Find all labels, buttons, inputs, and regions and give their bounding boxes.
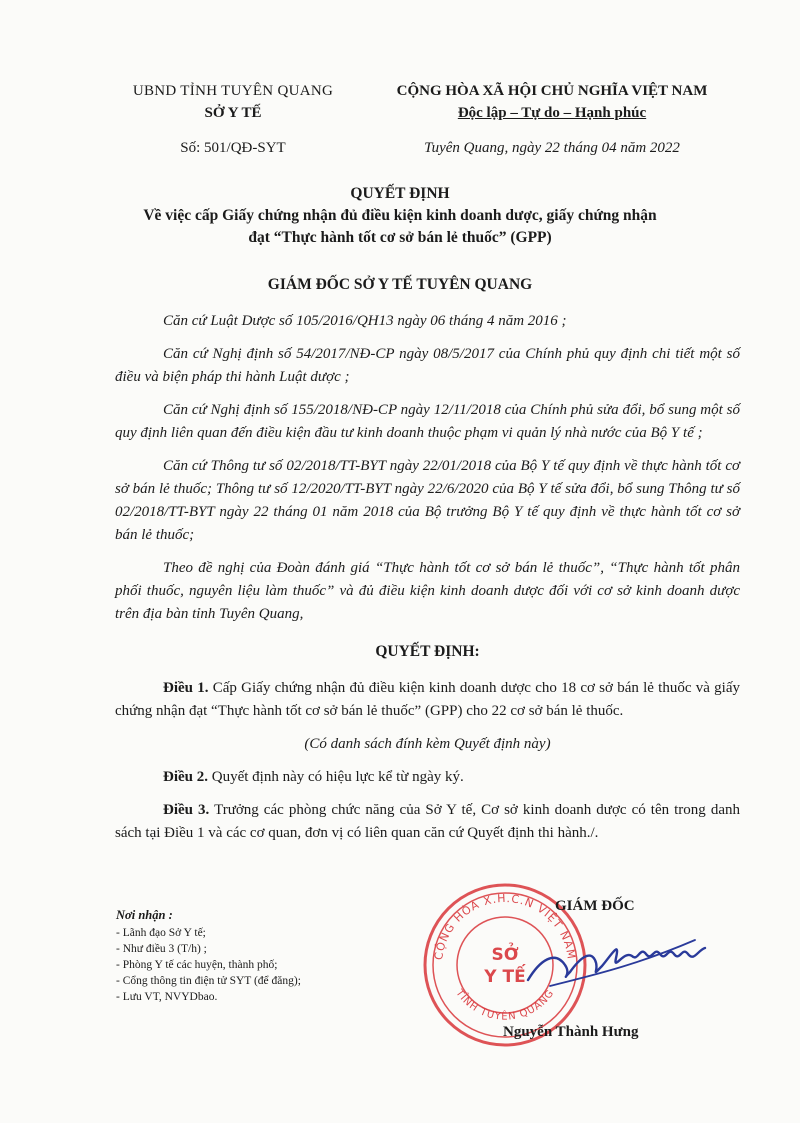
article-1-text: Cấp Giấy chứng nhận đủ điều kiện kinh doanh dược cho 18 cơ sở bán lẻ thuốc và giấy chứng nhận đạt “Thực hành tốt cơ sở bán lẻ thuốc” (GPP) cho 22 cơ sở bán lẻ thuốc. xyxy=(115,680,740,719)
authority-heading: GIÁM ĐỐC SỞ Y TẾ TUYÊN QUANG xyxy=(267,276,533,293)
issuer-org: UBND TỈNH TUYÊN QUANG xyxy=(132,83,334,99)
title-line-2: đạt “Thực hành tốt cơ sở bán lẻ thuốc” (GPP) xyxy=(248,229,552,246)
article-2-text: Quyết định này có hiệu lực kể từ ngày ký. xyxy=(208,769,464,785)
signer-title: GIÁM ĐỐC xyxy=(555,898,635,914)
recipient-item: - Phòng Y tế các huyện, thành phố; xyxy=(116,957,396,973)
legal-basis-4: Căn cứ Thông tư số 02/2018/TT-BYT ngày 22/01/2018 của Bộ Y tế quy định về thực hành tốt cơ sở bán lẻ thuốc; Thông tư số 12/2020/TT-BYT ngày 22/6/2020 của Bộ Y tế sửa đổi, bổ sung Thông tư số 02/2018/TT-BYT ngày 22 tháng 01 năm 2018 của Bộ trưởng Bộ Y tế quy định về thực hành tốt cơ sở bán lẻ thuốc; xyxy=(115,458,740,543)
signer-name: Nguyễn Thành Hưng xyxy=(503,1024,639,1040)
recipients-list xyxy=(116,925,396,1005)
title-main: QUYẾT ĐỊNH xyxy=(350,185,450,202)
document-body xyxy=(115,310,740,855)
national-header xyxy=(362,80,742,159)
article-3 xyxy=(115,799,740,845)
recipient-item: - Như điều 3 (T/h) ; xyxy=(116,941,396,957)
recipients-title: Nơi nhận : xyxy=(116,908,173,922)
recipient-item: - Lưu VT, NVYDbao. xyxy=(116,989,396,1005)
legal-basis-3: Căn cứ Nghị định số 155/2018/NĐ-CP ngày 12/11/2018 của Chính phủ sửa đổi, bổ sung một số quy định liên quan đến điều kiện đầu tư kinh doanh thuộc phạm vi quản lý nhà nước của Bộ Y tế ; xyxy=(115,402,740,441)
recipient-item: - Cổng thông tin điện tử SYT (để đăng); xyxy=(116,973,396,989)
nation-name: CỘNG HÒA XÃ HỘI CHỦ NGHĨA VIỆT NAM xyxy=(396,83,708,99)
legal-basis-5: Theo đề nghị của Đoàn đánh giá “Thực hành tốt cơ sở bán lẻ thuốc”, “Thực hành tốt phân phối thuốc, nguyên liệu làm thuốc” và đủ điều kiện kinh doanh dược đối với cơ sở kinh doanh dược trên địa bàn tỉnh Tuyên Quang, xyxy=(115,560,740,622)
issuer-header xyxy=(108,80,358,159)
recipients-block xyxy=(116,907,396,1005)
decision-heading: QUYẾT ĐỊNH: xyxy=(375,643,480,660)
handwritten-signature xyxy=(520,920,710,1000)
article-3-label: Điều 3. xyxy=(163,802,210,818)
document-number: Số: 501/QĐ-SYT xyxy=(180,140,286,156)
document-title xyxy=(40,183,760,249)
title-line-1: Về việc cấp Giấy chứng nhận đủ điều kiện kinh doanh dược, giấy chứng nhận xyxy=(143,207,657,224)
seal-bottom-text: TỈNH TUYÊN QUANG xyxy=(453,987,557,1023)
article-1-label: Điều 1. xyxy=(163,680,209,696)
recipient-item: - Lãnh đạo Sở Y tế; xyxy=(116,925,396,941)
legal-basis-1: Căn cứ Luật Dược số 105/2016/QH13 ngày 06 tháng 4 năm 2016 ; xyxy=(163,313,567,329)
issuer-dept: SỞ Y TẾ xyxy=(204,105,262,121)
issue-date: Tuyên Quang, ngày 22 tháng 04 năm 2022 xyxy=(424,140,680,156)
article-1 xyxy=(115,677,740,723)
article-2-label: Điều 2. xyxy=(163,769,208,785)
article-3-text: Trưởng các phòng chức năng của Sở Y tế, Cơ sở kinh doanh dược có tên trong danh sách tại Điều 1 và các cơ quan, đơn vị có liên quan căn cứ Quyết định thi hành./. xyxy=(115,802,741,841)
seal-ring-text: CỘNG HÒA X.H.C.N VIỆT NAM xyxy=(432,891,578,961)
attached-list-note: (Có danh sách đính kèm Quyết định này) xyxy=(304,736,551,752)
national-motto: Độc lập – Tự do – Hạnh phúc xyxy=(457,105,647,121)
article-2 xyxy=(115,766,740,789)
seal-center-line-1: SỞ xyxy=(491,945,519,965)
legal-basis-2: Căn cứ Nghị định số 54/2017/NĐ-CP ngày 08/5/2017 của Chính phủ quy định chi tiết một số điều và biện pháp thi hành Luật dược ; xyxy=(115,346,740,385)
seal-center-line-2: Y TẾ xyxy=(484,967,526,987)
